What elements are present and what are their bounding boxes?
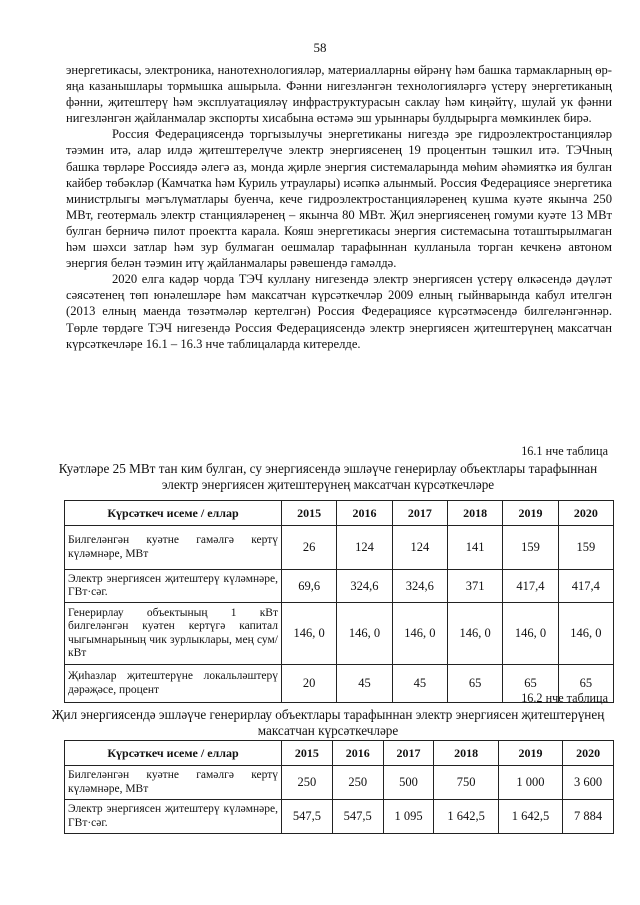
table-cell: 146, 0 (503, 603, 558, 665)
row-label: Генерирлау объектының 1 кВт билгеләнгән куәтен кертүгә капитал чыгымнарының чик зурлыклары, мең сум/кВт (65, 603, 282, 665)
table-label: 16.1 нче таблица (521, 444, 608, 458)
column-header: 2020 (563, 741, 614, 766)
table-cell: 45 (337, 665, 392, 703)
table-cell: 146, 0 (447, 603, 502, 665)
table-cell: 500 (383, 766, 434, 800)
table-cell: 146, 0 (282, 603, 337, 665)
table-cell: 159 (558, 526, 613, 570)
column-header: 2019 (503, 501, 558, 526)
table-cell: 26 (282, 526, 337, 570)
paragraph: 2020 елга кадәр чорда ТЭЧ куллану нигезендә электр энергиясен үстерү өлкәсендә дәүләт сәясәтенең төп юнәлешләре һәм максатчан күрсәткечләр 2009 елның гыйнварында кабул ителгән (2013 елның маенда төзәтмәләр кертелгән) Россия Федерациясе күрсәтмәсендә билгеләнгәннәр. Төрле төрдәге ТЭЧ нигезендә Россия Федерациясендә электр энергиясен җитештерүнең максатчан күрсәткечләре 16.1 – 16.3 нче таблицаларда китерелде. (66, 272, 612, 351)
table-cell: 250 (282, 766, 333, 800)
row-label: Электр энергиясен җитештерү күләмнәре, ГВт·сәг. (65, 800, 282, 834)
column-header: Күрсәткеч исеме / еллар (65, 501, 282, 526)
data-table (64, 500, 614, 703)
table-cell: 250 (332, 766, 383, 800)
table-cell: 1 000 (498, 766, 562, 800)
table-cell: 1 095 (383, 800, 434, 834)
body-text (66, 62, 612, 352)
table-cell: 324,6 (337, 570, 392, 603)
row-label: Электр энергиясен җитештерү күләмнәре, ГВт·сәг. (65, 570, 282, 603)
table-cell: 547,5 (282, 800, 333, 834)
table-row (65, 603, 614, 665)
column-header: 2017 (392, 501, 447, 526)
table-cell: 65 (447, 665, 502, 703)
column-header: 2019 (498, 741, 562, 766)
column-header: 2018 (447, 501, 502, 526)
table-cell: 7 884 (563, 800, 614, 834)
table-cell: 1 642,5 (498, 800, 562, 834)
table-cell: 124 (392, 526, 447, 570)
table-cell: 141 (447, 526, 502, 570)
column-header: 2018 (434, 741, 498, 766)
column-header: 2016 (337, 501, 392, 526)
column-header: 2016 (332, 741, 383, 766)
table-cell: 146, 0 (337, 603, 392, 665)
table-row (65, 526, 614, 570)
column-header: 2015 (282, 501, 337, 526)
data-table (64, 740, 614, 834)
table-title: Җил энергиясендә эшләүче генерирлау объектлары тарафыннан электр энергиясен җитештерүнең максатчан күрсәткечләре (51, 707, 605, 738)
table-header-row (65, 501, 614, 526)
table-cell: 1 642,5 (434, 800, 498, 834)
column-header: 2017 (383, 741, 434, 766)
table-cell: 146, 0 (392, 603, 447, 665)
page-number: 58 (313, 40, 327, 55)
row-label: Җиһазлар җитештерүне локальләштерү дәрәҗәсе, процент (65, 665, 282, 703)
table-cell: 750 (434, 766, 498, 800)
table-cell: 45 (392, 665, 447, 703)
table-cell: 65 (503, 665, 558, 703)
table-cell: 124 (337, 526, 392, 570)
table-cell: 69,6 (282, 570, 337, 603)
table-header-row (65, 741, 614, 766)
column-header: 2015 (282, 741, 333, 766)
table-cell: 65 (558, 665, 613, 703)
table-cell: 3 600 (563, 766, 614, 800)
table-row (65, 800, 614, 834)
table-cell: 20 (282, 665, 337, 703)
table-cell: 146, 0 (558, 603, 613, 665)
row-label: Билгеләнгән куәтне гамәлгә кертү күләмнәре, МВт (65, 766, 282, 800)
table-cell: 324,6 (392, 570, 447, 603)
table-cell: 417,4 (558, 570, 613, 603)
table-title: Куәтләре 25 МВт тан ким булган, су энергиясендә эшләүче генерирлау объектлары тарафыннан электр энергиясен җитештерүнең максатчан күрсәткечләре (58, 461, 598, 492)
paragraph: Россия Федерациясендә торгызылучы энергетиканы нигездә эре гидроэлектростанцияләр тәэмин итә, алар илдә җитештерелүче электр энергиясенең 19 процентын тәшкил итә. ТЭЧның башка төрләре Россиядә әлегә аз, монда җирле энергия системаларында мөһим әһәмияткә ия булган кайбер төбәкләр (Камчатка һәм Куриль утраулары) исәпкә алынмый. Россия Федерациясе энергетика министрлыгы мәгълүматлары буенча, кече гидроэлектростанцияләренең кушма куәте якынча 250 МВт, геотермаль электр станцияләренең – якынча 80 МВт. Җил энергиясенең гомуми куәте 13 МВт булган берничә пилот проектта карала. Кояш энергетикасы энергия системасына тоташтырылмаган һәм шәхси затлар һәм зур булмаган оешмалар тарафыннан кулланыла торган кечкенә автоном энергия белән тәэмин итү җайланмалары рәвешендә гамәлдә. (66, 127, 612, 271)
paragraph: энергетикасы, электроника, нанотехнологияләр, материалларны өйрәнү һәм башка тармакларның өр-яңа казанышлары тормышка ашырыла. Фәнни нигезләнгән технологияләргә үстерү энергетиканың фәнни, җитештерү һәм эксплуатацияләү инфраструктурасын саклау һәм киңәйтү, шулай ук фәнни нигезләнгән җайланмалар экспорты хисабына өстәмә эш урыннары булдырырга мөмкинлек бирә. (66, 63, 612, 126)
table-row (65, 570, 614, 603)
table-row (65, 766, 614, 800)
table-cell: 371 (447, 570, 502, 603)
table-cell: 159 (503, 526, 558, 570)
table-cell: 417,4 (503, 570, 558, 603)
table-label: 16.2 нче таблица (521, 691, 608, 705)
table-cell: 547,5 (332, 800, 383, 834)
row-label: Билгеләнгән куәтне гамәлгә кертү күләмнәре, МВт (65, 526, 282, 570)
column-header: Күрсәткеч исеме / еллар (65, 741, 282, 766)
column-header: 2020 (558, 501, 613, 526)
